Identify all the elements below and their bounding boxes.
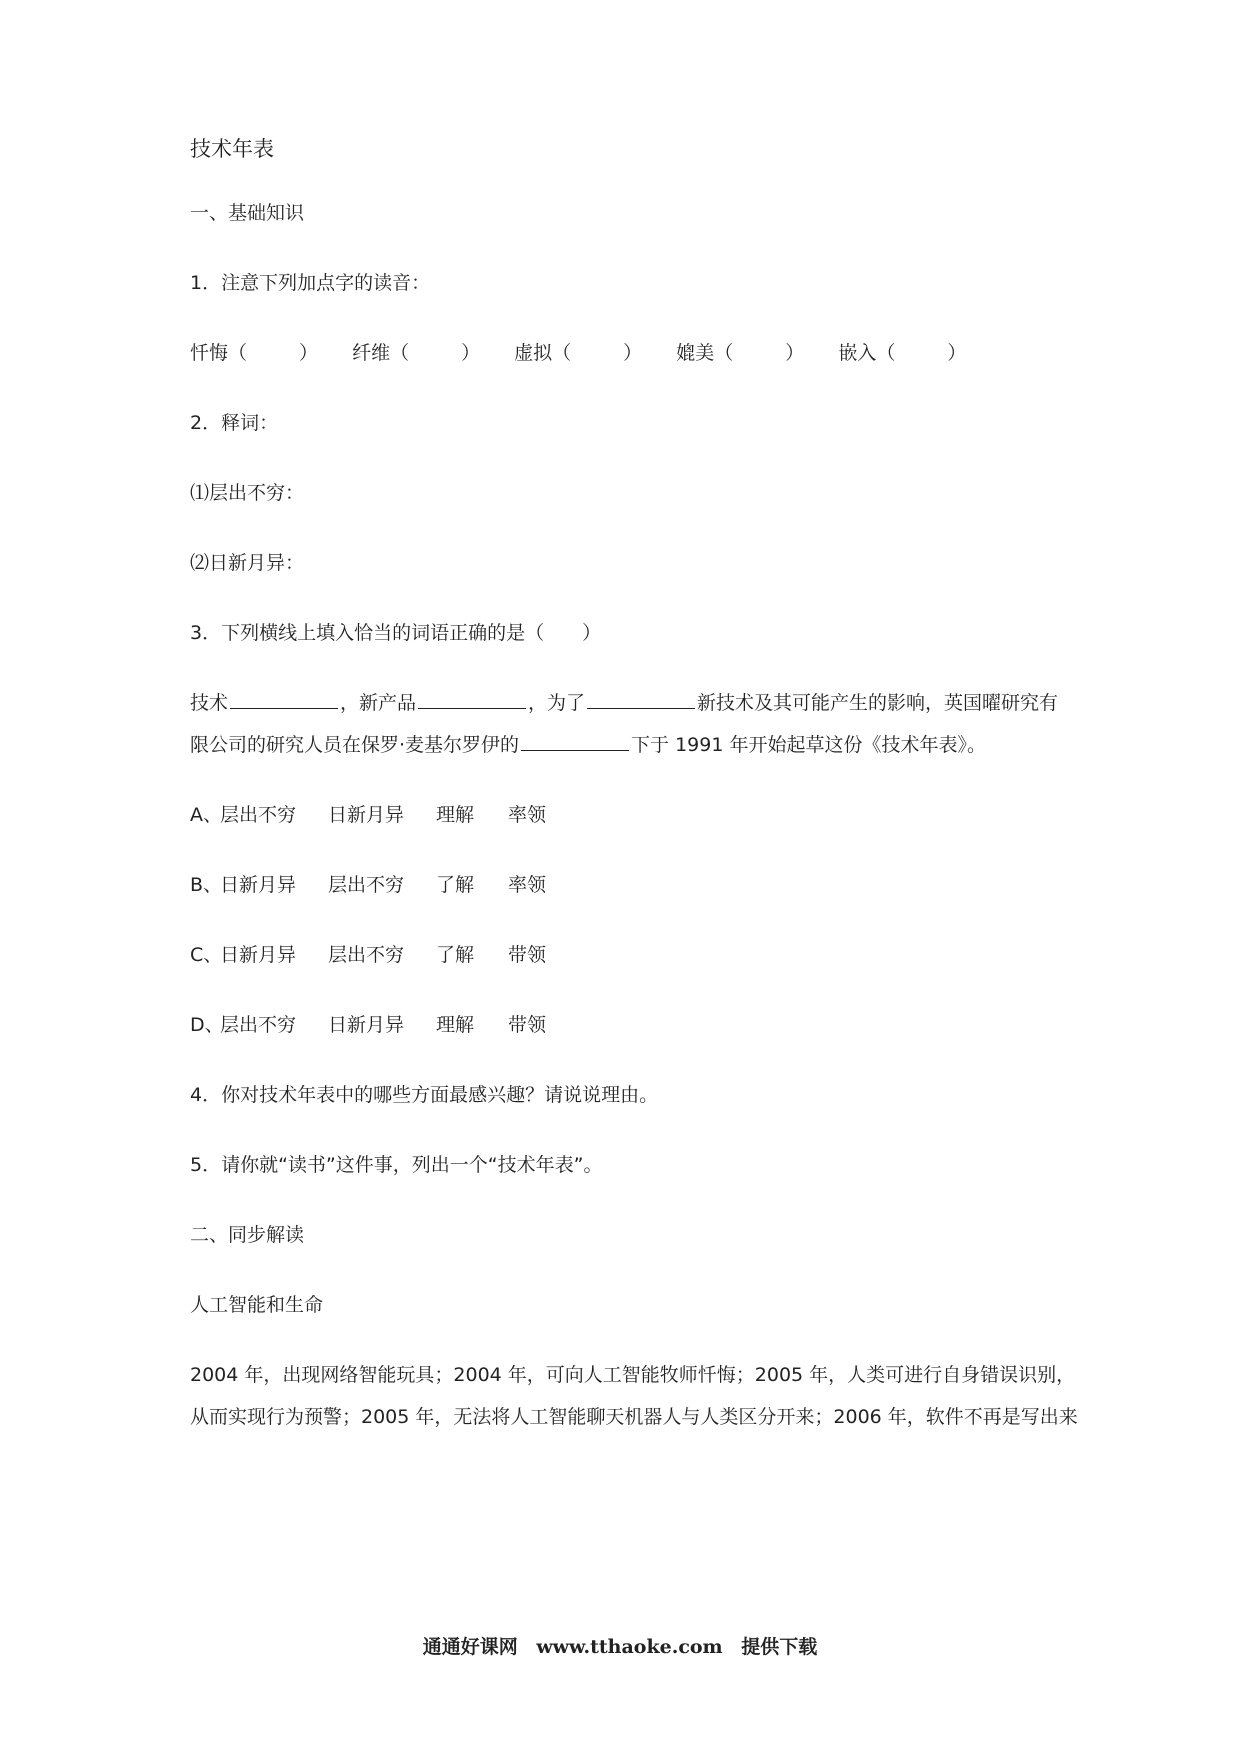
reading-subtitle: 人工智能和生命 <box>190 1294 324 1316</box>
word-item: 媲美（ ） <box>676 342 805 364</box>
question-2a: ⑴层出不穷： <box>190 482 305 504</box>
section-heading-reading: 二、同步解读 <box>190 1224 305 1246</box>
word-item: 纤维（ ） <box>352 342 481 364</box>
document-title: 技术年表 <box>190 137 274 161</box>
reading-paragraph-line1: 2004 年，出现网络智能玩具；2004 年，可向人工智能牧师忏悔；2005 年，人类可进行自身错误识别， <box>190 1364 1076 1386</box>
question-3: 3．下列横线上填入恰当的词语正确的是（ ） <box>190 622 602 644</box>
section-heading-basic: 一、基础知识 <box>190 202 305 224</box>
question-1: 1．注意下列加点字的读音： <box>190 272 431 294</box>
word-item: 忏悔（ ） <box>190 342 319 364</box>
question-3-passage-line2: 限公司的研究人员在保罗·麦基尔罗伊的 下于 1991 年开始起草这份《技术年表》。 <box>190 734 986 756</box>
option-c: C、日新月异 层出不穷 了解 带领 <box>190 944 547 966</box>
page-footer <box>0 1632 1240 1659</box>
question-4: 4．你对技术年表中的哪些方面最感兴趣？请说说理由。 <box>190 1084 659 1106</box>
footer-site-name: 通通好课网 <box>422 1636 518 1658</box>
option-d: D、层出不穷 日新月异 理解 带领 <box>190 1014 547 1036</box>
fill-blank <box>230 690 338 709</box>
option-b: B、日新月异 层出不穷 了解 率领 <box>190 874 547 896</box>
question-5: 5．请你就“读书”这件事，列出一个“技术年表”。 <box>190 1154 603 1176</box>
word-item: 虚拟（ ） <box>514 342 643 364</box>
word-item: 嵌入（ ） <box>838 342 967 364</box>
reading-paragraph-line2: 从而实现行为预警；2005 年，无法将人工智能聊天机器人与人类区分开来；2006 年，软件不再是写出来 <box>190 1406 1078 1428</box>
footer-note: 提供下载 <box>741 1636 818 1658</box>
fill-blank <box>587 690 695 709</box>
fill-blank <box>521 732 629 751</box>
question-2b: ⑵日新月异： <box>190 552 305 574</box>
question-2: 2．释词： <box>190 412 279 434</box>
pronunciation-row <box>190 340 994 366</box>
fill-blank <box>418 690 526 709</box>
question-3-passage-line1: 技术 ，新产品 ，为了 新技术及其可能产生的影响，英国曜研究有 <box>190 692 1059 714</box>
option-a: A、层出不穷 日新月异 理解 率领 <box>190 804 547 826</box>
footer-url[interactable]: www.tthaoke.com <box>536 1636 723 1658</box>
